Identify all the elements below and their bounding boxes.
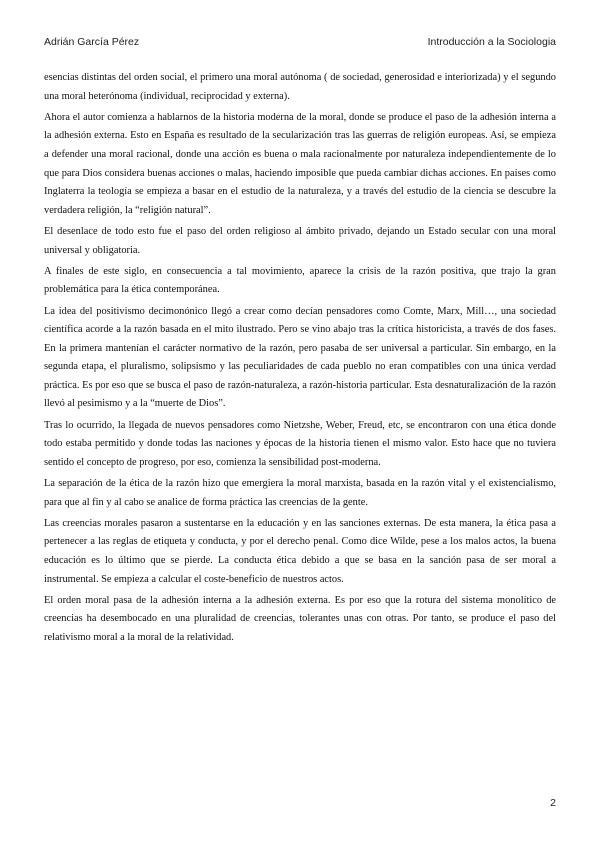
paragraph: El desenlace de todo esto fue el paso del orden religioso al ámbito privado, dejando un Estado secular con una moral universal y obligatoria. [44,225,556,256]
paragraph: A finales de este siglo, en consecuencia a tal movimiento, aparece la crisis de la razón positiva, que trajo la gran problemática para la ética contemporánea. [44,265,556,296]
paragraph: La idea del positivismo decimonónico llegó a crear como decían pensadores como Comte, Marx, Mill…, una sociedad científica acorde a la razón basada en el mito ilustrado. Pero se vino abajo tras la crítica historicista, a través de dos fases. En la primera mantenían el carácter normativo de la razón, pero pasaba de ser universal a particular. Sin embargo, en la segunda etapa, el pluralismo, solipsismo y las peculiaridades de cada pueblo no eran compatibles con una única verdad práctica. Es por eso que se busca el paso de razón-naturaleza, a razón-historia particular. Esta desnaturalización de la razón llevó al pesimismo y a la “muerte de Dios”. [44,305,556,410]
paragraph: La separación de la ética de la razón hizo que emergiera la moral marxista, basada en la razón vital y el existencialismo, para que al fin y al cabo se analice de forma práctica las creencias de la gente. [44,478,556,508]
paragraph: Tras lo ocurrido, la llegada de nuevos pensadores como Nietzshe, Weber, Freud, etc, se encontraron con una ética donde todo estaba permitido y donde todas las naciones y épocas de la historia tienen el mismo valor. Esto hace que no tuviera sentido el concepto de progreso, por eso, comienza la sensibilidad post-moderna. [44,419,556,468]
paragraph: esencias distintas del orden social, el primero una moral autónoma ( de sociedad, generosidad e interiorizada) y el segundo una moral heterónoma (individual, reciprocidad y externa). [44,72,556,102]
paragraph: Ahora el autor comienza a hablarnos de la historia moderna de la moral, donde se produce el paso de la adhesión interna a la adhesión externa. Esto en España es resultado de la secularización tras las guerras de religión europeas. Así, se empieza a defender una moral racional, donde una acción es buena o mala racionalmente por naturaleza independientemente de lo que para Dios considera buenas acciones o malas, haciendo imposible que pueda cambiar dichas acciones. En países como Inglaterra la teología se empieza a basar en el estudio de la naturaleza, y a través del estudio de la ciencia se descubre la verdadera religión, la “religión natural”. [44,111,556,216]
document-body [44,69,556,650]
paragraph: El orden moral pasa de la adhesión interna a la adhesión externa. Es por eso que la rotura del sistema monolítico de creencias ha desembocado en una pluralidad de creencias, tolerantes unas con otras. Por tanto, se produce el paso del relativismo moral a la moral de la relatividad. [44,594,556,643]
header-subject: Introducción a la Sociologia [427,36,556,48]
paragraph: Las creencias morales pasaron a sustentarse en la educación y en las sanciones externas. De esta manera, la ética pasa a pertenecer a las reglas de etiqueta y conducta, y por el derecho penal. Como dice Wilde, pese a los malos actos, la buena educación es lo último que se pierde. La conducta ética debido a que se basa en la sanción pasa de ser moral a instrumental. Se empieza a calcular el coste-beneficio de nuestros actos. [44,517,556,585]
page-number: 2 [550,797,556,809]
header-author: Adrián García Pérez [44,36,140,48]
page-header [44,36,556,50]
